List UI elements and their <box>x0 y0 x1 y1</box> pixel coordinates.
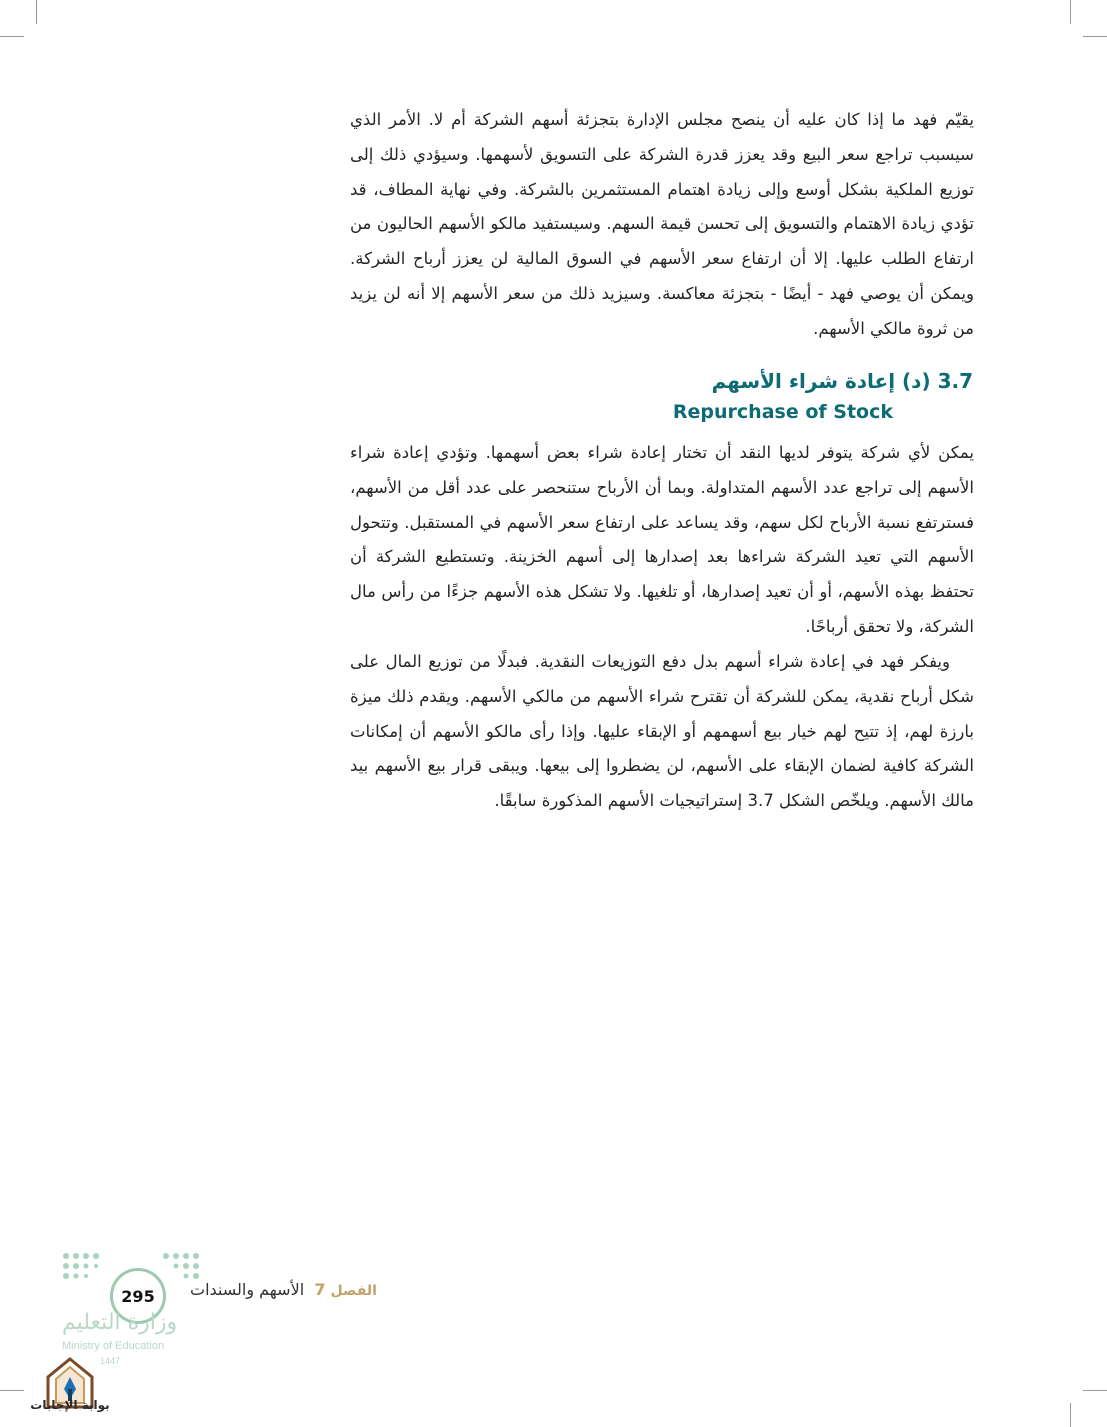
site-logo-icon <box>30 1345 110 1425</box>
crop-mark <box>36 0 37 24</box>
paragraph-text: يقيّم فهد ما إذا كان عليه أن ينصح مجلس الإدارة بتجزئة أسهم الشركة أم لا. الأمر الذي سيسبب تراجع سعر البيع وقد يعزز قدرة الشركة على التسويق لأسهمها. وسيؤدي ذلك إلى توزيع الملكية بشكل أوسع وإلى زيادة اهتمام المستثمرين بالشركة. وفي نهاية المطاف، قد تؤدي زيادة الاهتمام والتسويق إلى تحسن قيمة السهم. وسيستفيد مالكو الأسهم الحاليون من ارتفاع الطلب عليها. إلا أن ارتفاع سعر الأسهم في السوق المالية لن يعزز أرباح الشركة. ويمكن أن يوصي فهد - أيضًا - بتجزئة معاكسة. وسيزيد ذلك من سعر الأسهم إلا أنه لن يزيد من ثروة مالكي الأسهم. <box>350 110 974 338</box>
section-title-en: Repurchase of Stock <box>672 401 893 423</box>
crop-mark <box>1083 36 1107 37</box>
crop-mark <box>0 36 24 37</box>
chapter-number: 7 <box>314 1280 326 1299</box>
paragraph-fahd <box>350 645 974 819</box>
paragraph-intro <box>350 103 974 347</box>
section-number: 3.7 <box>937 369 973 393</box>
chapter-label <box>190 1280 377 1299</box>
site-name: بوابة الإجابات <box>30 1398 110 1412</box>
crop-mark <box>1070 0 1071 24</box>
crop-mark <box>1083 1390 1107 1391</box>
paragraph-text: ويفكر فهد في إعادة شراء أسهم بدل دفع التوزيعات النقدية. فبدلًا من توزيع المال على شكل أرباح نقدية، يمكن للشركة أن تقترح شراء الأسهم من مالكي الأسهم. ويقدم ذلك ميزة بارزة لهم، إذ تتيح لهم خيار بيع أسهمهم أو الإبقاء عليها. وإذا رأى مالكو الأسهم أن إمكانات الشركة كافية لضمان الإبقاء على الأسهم، لن يضطروا إلى بيعها. ويبقى قرار بيع الأسهم بيد مالك الأسهم. ويلخّص الشكل 3.7 إستراتيجيات الأسهم المذكورة سابقًا. <box>350 652 974 811</box>
ministry-name-ar: وزارة التعليم <box>62 1310 178 1335</box>
section-heading <box>712 366 973 396</box>
paragraph-repurchase <box>350 436 974 645</box>
page-footer <box>60 1250 420 1400</box>
crop-mark <box>0 1390 24 1391</box>
section-title-ar: (د) إعادة شراء الأسهم <box>711 369 931 393</box>
chapter-word: الفصل <box>330 1283 377 1299</box>
ministry-name-en: Ministry of Education <box>62 1340 165 1352</box>
paragraph-text: يمكن لأي شركة يتوفر لديها النقد أن تختار إعادة شراء بعض أسهمها. وتؤدي إعادة شراء الأسهم إلى تراجع عدد الأسهم المتداولة. وبما أن الأرباح ستنحصر على عدد أقل من الأسهم، فسترتفع نسبة الأرباح لكل سهم، وقد يساعد على ارتفاع سعر الأسهم في المستقبل. وتتحول الأسهم التي تعيد الشركة شراءها بعد إصدارها إلى أسهم الخزينة. وتستطيع الشركة أن تحتفظ بهذه الأسهم، أو أن تعيد إصدارها، أو تلغيها. ولا تشكل هذه الأسهم جزءًا من رأس مال الشركة، ولا تحقق أرباحًا. <box>350 443 974 636</box>
crop-mark <box>1070 1403 1071 1427</box>
ministry-year: 1447 <box>100 1356 121 1366</box>
page-number: 295 <box>110 1268 166 1324</box>
chapter-title: الأسهم والسندات <box>190 1280 305 1299</box>
